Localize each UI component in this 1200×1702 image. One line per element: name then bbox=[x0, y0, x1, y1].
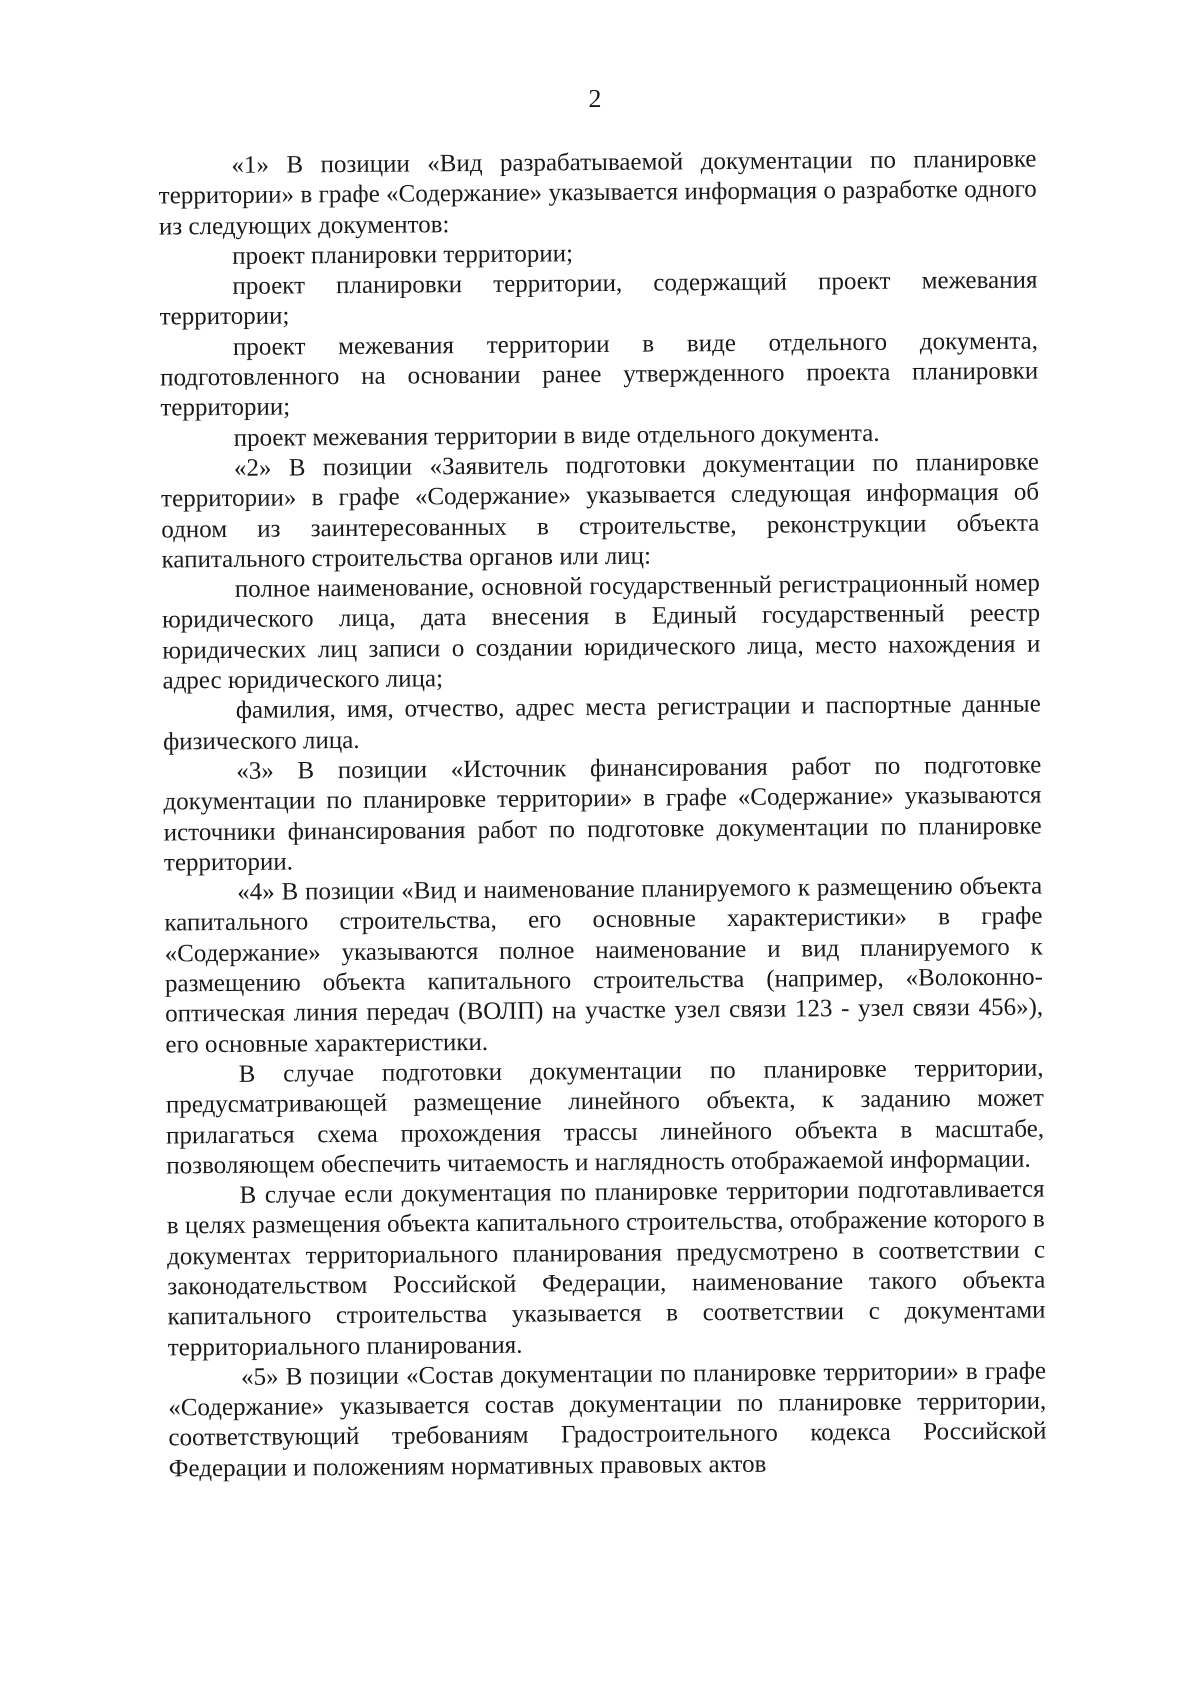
paragraph-item-1-intro: «1» В позиции «Вид разрабатываемой документации по планировке территории» в графе «Содержание» указывается информация о разработке одного из следующих документов: bbox=[158, 145, 1037, 241]
paragraph-item-4: «4» В позиции «Вид и наименование планируемого к размещению объекта капитального строительства, его основные характеристики» в графе «Содержание» указываются полное наименование и вид планируемого к размещению объекта капитального строительства (например, «Волоконно-оптическая линия передач (ВОЛП) на участке узел связи 123 - узел связи 456»), его основные характеристики. bbox=[164, 872, 1044, 1059]
paragraph-territorial-planning: В случае если документация по планировке территории подготавливается в целях размещения объекта капитального строительства, отображение которого в документах территориального планирования предусмотрено в соответствии с законодательством Российской Федерации, наименование такого объекта капитального строительства указывается в соответствии с документами территориального планирования. bbox=[166, 1175, 1046, 1362]
paragraph-item-3: «3» В позиции «Источник финансирования работ по подготовке документации по планировке территории» в графе «Содержание» указываются источники финансирования работ по подготовке документации по планировке территории. bbox=[163, 751, 1042, 877]
paragraph-item-5: «5» В позиции «Состав документации по планировке территории» в графе «Содержание» указывается состав документации по планировке территории, соответствующий требованиям Градостроительного кодекса Российской Федерации и положениям нормативных правовых актов bbox=[168, 1357, 1047, 1483]
list-item-planning-project: проект планировки территории; bbox=[232, 240, 574, 270]
paragraph-linear-object: В случае подготовки документации по планировке территории, предусматривающей размещение линейного объекта, к заданию может прилагаться схема прохождения трассы линейного объекта в масштабе, позволяющем обеспечить читаемость и наглядность отображаемой информации. bbox=[165, 1054, 1045, 1180]
paragraph-item-2-intro: «2» В позиции «Заявитель подготовки документации по планировке территории» в графе «Содержание» указывается следующая информация об одном из заинтересованных в строительстве, реконструкции объекта капитального строительства органов или лиц: bbox=[161, 448, 1040, 574]
document-body bbox=[158, 145, 1046, 1485]
list-item-legal-entity: полное наименование, основной государственный регистрационный номер юридического лица, дата внесения в Единый государственный реестр юридических лиц записи о создании юридического лица, место нахождения и адрес юридического лица; bbox=[161, 569, 1041, 695]
page-number: 2 bbox=[588, 83, 602, 114]
list-item-survey-based-on-plan: проект межевания территории в виде отдельного документа, подготовленного на основании ранее утвержденного проекта планировки территории; bbox=[160, 327, 1039, 422]
list-item-individual: фамилия, имя, отчество, адрес места регистрации и паспортные данные физического лица. bbox=[162, 690, 1041, 756]
list-item-survey-separate: проект межевания территории в виде отдельного документа. bbox=[233, 419, 880, 452]
list-item-planning-with-survey: проект планировки территории, содержащий проект межевания территории; bbox=[159, 266, 1038, 331]
